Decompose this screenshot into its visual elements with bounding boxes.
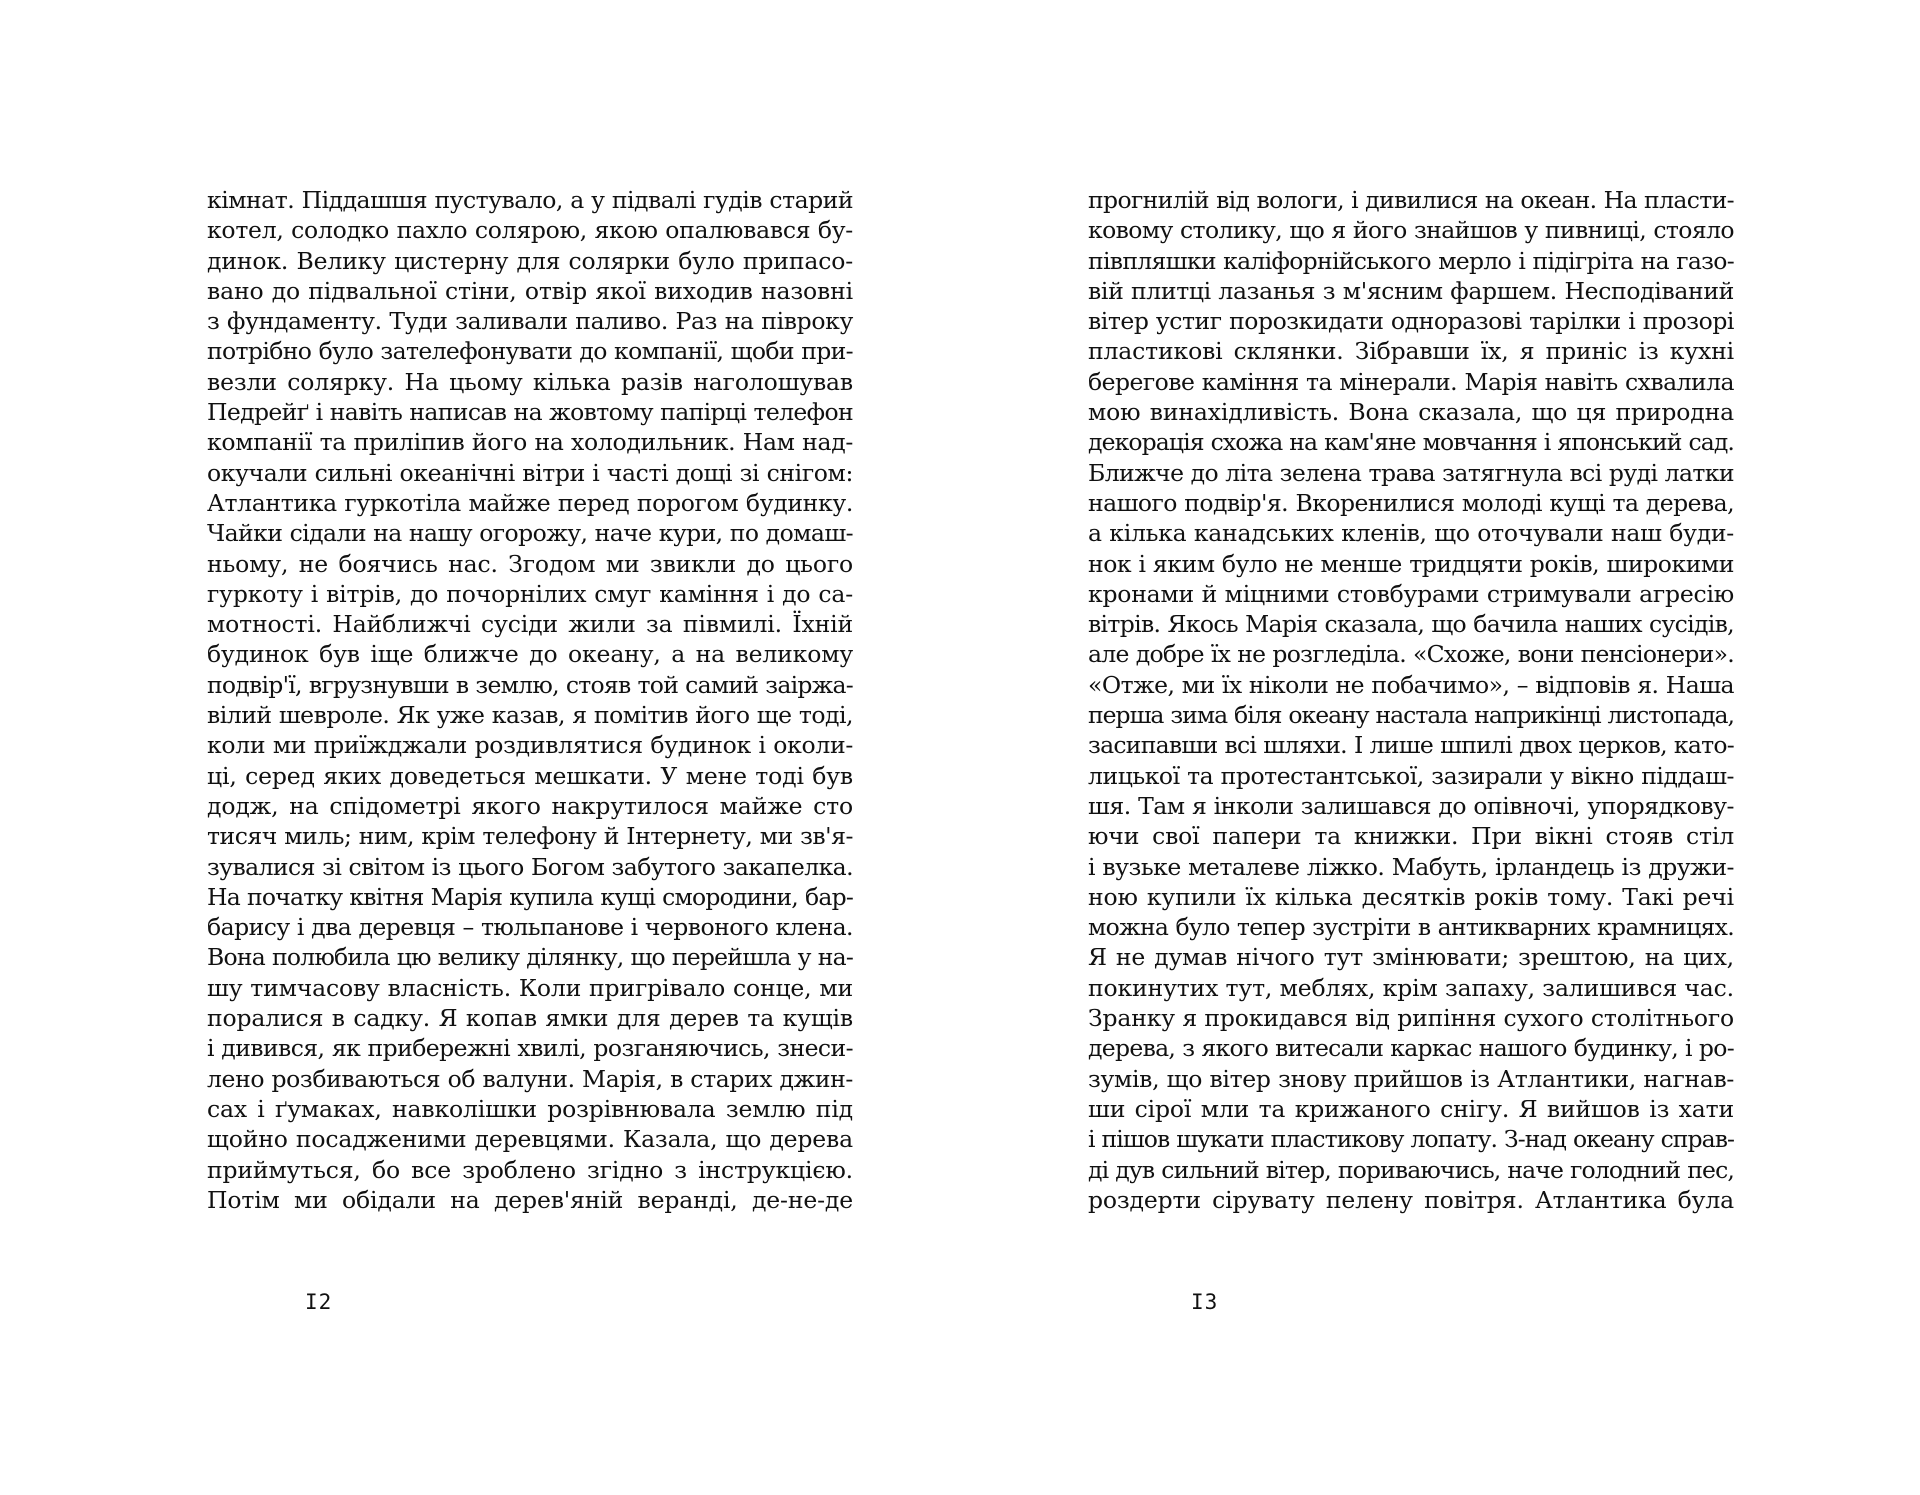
text-line: берегове каміння та мінерали. Марія навіть схвалила bbox=[1088, 367, 1734, 396]
text-line: окучали сильні океанічні вітри і часті дощі зі снігом: bbox=[207, 458, 853, 487]
text-line: тисяч миль; ним, крім телефону й Інтернету, ми зв'я- bbox=[207, 822, 853, 851]
text-line: і пішов шукати пластикову лопату. З-над океану справ- bbox=[1088, 1125, 1734, 1154]
text-line: ючи свої папери та книжки. При вікні стояв стіл bbox=[1088, 822, 1734, 851]
text-line: перша зима біля океану настала наприкінці листопада, bbox=[1088, 701, 1734, 730]
text-line: шу тимчасову власність. Коли пригрівало сонце, ми bbox=[207, 973, 853, 1002]
text-line: лицької та протестантської, зазирали у вікно піддаш- bbox=[1088, 761, 1734, 790]
text-line: дерева, з якого витесали каркас нашого будинку, і ро- bbox=[1088, 1034, 1734, 1063]
text-line: щойно посадженими деревцями. Казала, що дерева bbox=[207, 1125, 853, 1154]
text-line: подвір'ї, вгрузнувши в землю, стояв той самий заіржа- bbox=[207, 670, 853, 699]
text-line: приймуться, бо все зроблено згідно з інструкцією. bbox=[207, 1155, 853, 1184]
text-line: вілий шевроле. Як уже казав, я помітив його ще тоді, bbox=[207, 701, 853, 730]
text-line: мотності. Найближчі сусіди жили за півмилі. Їхній bbox=[207, 610, 853, 639]
text-line: нашого подвір'я. Вкоренилися молоді кущі та дерева, bbox=[1088, 488, 1734, 517]
text-line: і дивився, як прибережні хвилі, розганяючись, знеси- bbox=[207, 1034, 853, 1063]
text-line: котел, солодко пахло солярою, якою опалювався бу- bbox=[207, 216, 853, 245]
text-line: прогнилій від вологи, і дивилися на океан. На пласти- bbox=[1088, 186, 1734, 214]
text-line: мою винахідливість. Вона сказала, що ця природна bbox=[1088, 398, 1734, 427]
text-line: Чайки сідали на нашу огорожу, наче кури, по домаш- bbox=[207, 519, 853, 548]
text-line: декорація схожа на кам'яне мовчання і японський сад. bbox=[1088, 428, 1734, 457]
text-line: а кілька канадських кленів, що оточували наш буди- bbox=[1088, 519, 1734, 548]
text-line: пластикові склянки. Зібравши їх, я приніс із кухні bbox=[1088, 337, 1734, 366]
right-page-number: I3 bbox=[1191, 1290, 1219, 1314]
text-line: Вона полюбила цю велику ділянку, що перейшла у на- bbox=[207, 943, 853, 972]
text-line: лено розбиваються об валуни. Марія, в старих джин- bbox=[207, 1064, 853, 1093]
text-line: На початку квітня Марія купила кущі смородини, бар- bbox=[207, 882, 853, 911]
text-line: Зранку я прокидався від рипіння сухого столітнього bbox=[1088, 1004, 1734, 1033]
text-line: додж, на спідометрі якого накрутилося майже сто bbox=[207, 791, 853, 820]
text-line: зувалися зі світом із цього Богом забутого закапелка. bbox=[207, 852, 853, 881]
text-line: кімнат. Піддашшя пустувало, а у підвалі гудів старий bbox=[207, 186, 853, 214]
text-line: Я не думав нічого тут змінювати; зрештою, на цих, bbox=[1088, 943, 1734, 972]
text-line: будинок був іще ближче до океану, а на великому bbox=[207, 640, 853, 669]
text-line: Ближче до літа зелена трава затягнула всі руді латки bbox=[1088, 458, 1734, 487]
text-line: «Отже, ми їх ніколи не побачимо», – відповів я. Наша bbox=[1088, 670, 1734, 699]
text-line: Педрейґ і навіть написав на жовтому папірці телефон bbox=[207, 398, 853, 427]
text-line: вітрів. Якось Марія сказала, що бачила наших сусідів, bbox=[1088, 610, 1734, 639]
right-page-text bbox=[1088, 185, 1734, 1215]
text-line: вій плитці лазанья з м'ясним фаршем. Несподіваний bbox=[1088, 276, 1734, 305]
text-line: засипавши всі шляхи. І лише шпилі двох церков, като- bbox=[1088, 731, 1734, 760]
text-line: з фундаменту. Туди заливали паливо. Раз на півроку bbox=[207, 307, 853, 336]
text-line: поралися в садку. Я копав ямки для дерев та кущів bbox=[207, 1004, 853, 1033]
text-line: потрібно було зателефонувати до компанії, щоби при- bbox=[207, 337, 853, 366]
text-line: ши сірої мли та крижаного снігу. Я вийшов із хати bbox=[1088, 1094, 1734, 1123]
text-line: ді дув сильний вітер, пориваючись, наче голодний пес, bbox=[1088, 1155, 1734, 1184]
text-line: барису і два деревця – тюльпанове і червоного клена. bbox=[207, 913, 853, 942]
left-page-number: I2 bbox=[305, 1290, 333, 1314]
text-line: везли солярку. На цьому кілька разів наголошував bbox=[207, 367, 853, 396]
text-line: вітер устиг порозкидати одноразові тарілки і прозорі bbox=[1088, 307, 1734, 336]
text-line: можна було тепер зустріти в антикварних крамницях. bbox=[1088, 913, 1734, 942]
text-line: вано до підвальної стіни, отвір якої виходив назовні bbox=[207, 276, 853, 305]
text-line: ковому столику, що я його знайшов у пивниці, стояло bbox=[1088, 216, 1734, 245]
text-line: сах і ґумаках, навколішки розрівнювала землю під bbox=[207, 1094, 853, 1123]
text-line: динок. Велику цистерну для солярки було припасо- bbox=[207, 246, 853, 275]
text-line: коли ми приїжджали роздивлятися будинок і околи- bbox=[207, 731, 853, 760]
text-line: кронами й міцними стовбурами стримували агресію bbox=[1088, 579, 1734, 608]
text-line: нок і яким було не менше тридцяти років, широкими bbox=[1088, 549, 1734, 578]
text-line: Потім ми обідали на дерев'яній веранді, де-не-де bbox=[207, 1185, 853, 1214]
text-line: гуркоту і вітрів, до почорнілих смуг каміння і до са- bbox=[207, 579, 853, 608]
text-line: ці, серед яких доведеться мешкати. У мене тоді був bbox=[207, 761, 853, 790]
text-line: ньому, не боячись нас. Згодом ми звикли до цього bbox=[207, 549, 853, 578]
text-line: і вузьке металеве ліжко. Мабуть, ірландець із дружи- bbox=[1088, 852, 1734, 881]
text-line: але добре їх не розгледіла. «Схоже, вони пенсіонери». bbox=[1088, 640, 1734, 669]
text-line: покинутих тут, меблях, крім запаху, залишився час. bbox=[1088, 973, 1734, 1002]
text-line: ною купили їх кілька десятків років тому. Такі речі bbox=[1088, 882, 1734, 911]
left-page-text bbox=[207, 185, 853, 1215]
text-line: зумів, що вітер знову прийшов із Атлантики, нагнав- bbox=[1088, 1064, 1734, 1093]
text-line: Атлантика гуркотіла майже перед порогом будинку. bbox=[207, 488, 853, 517]
text-line: шя. Там я інколи залишався до опівночі, упорядкову- bbox=[1088, 791, 1734, 820]
text-line: роздерти сірувату пелену повітря. Атлантика була bbox=[1088, 1185, 1734, 1214]
text-line: півпляшки каліфорнійського мерло і підігріта на газо- bbox=[1088, 246, 1734, 275]
text-line: компанії та приліпив його на холодильник. Нам над- bbox=[207, 428, 853, 457]
right-page bbox=[960, 0, 1920, 1495]
